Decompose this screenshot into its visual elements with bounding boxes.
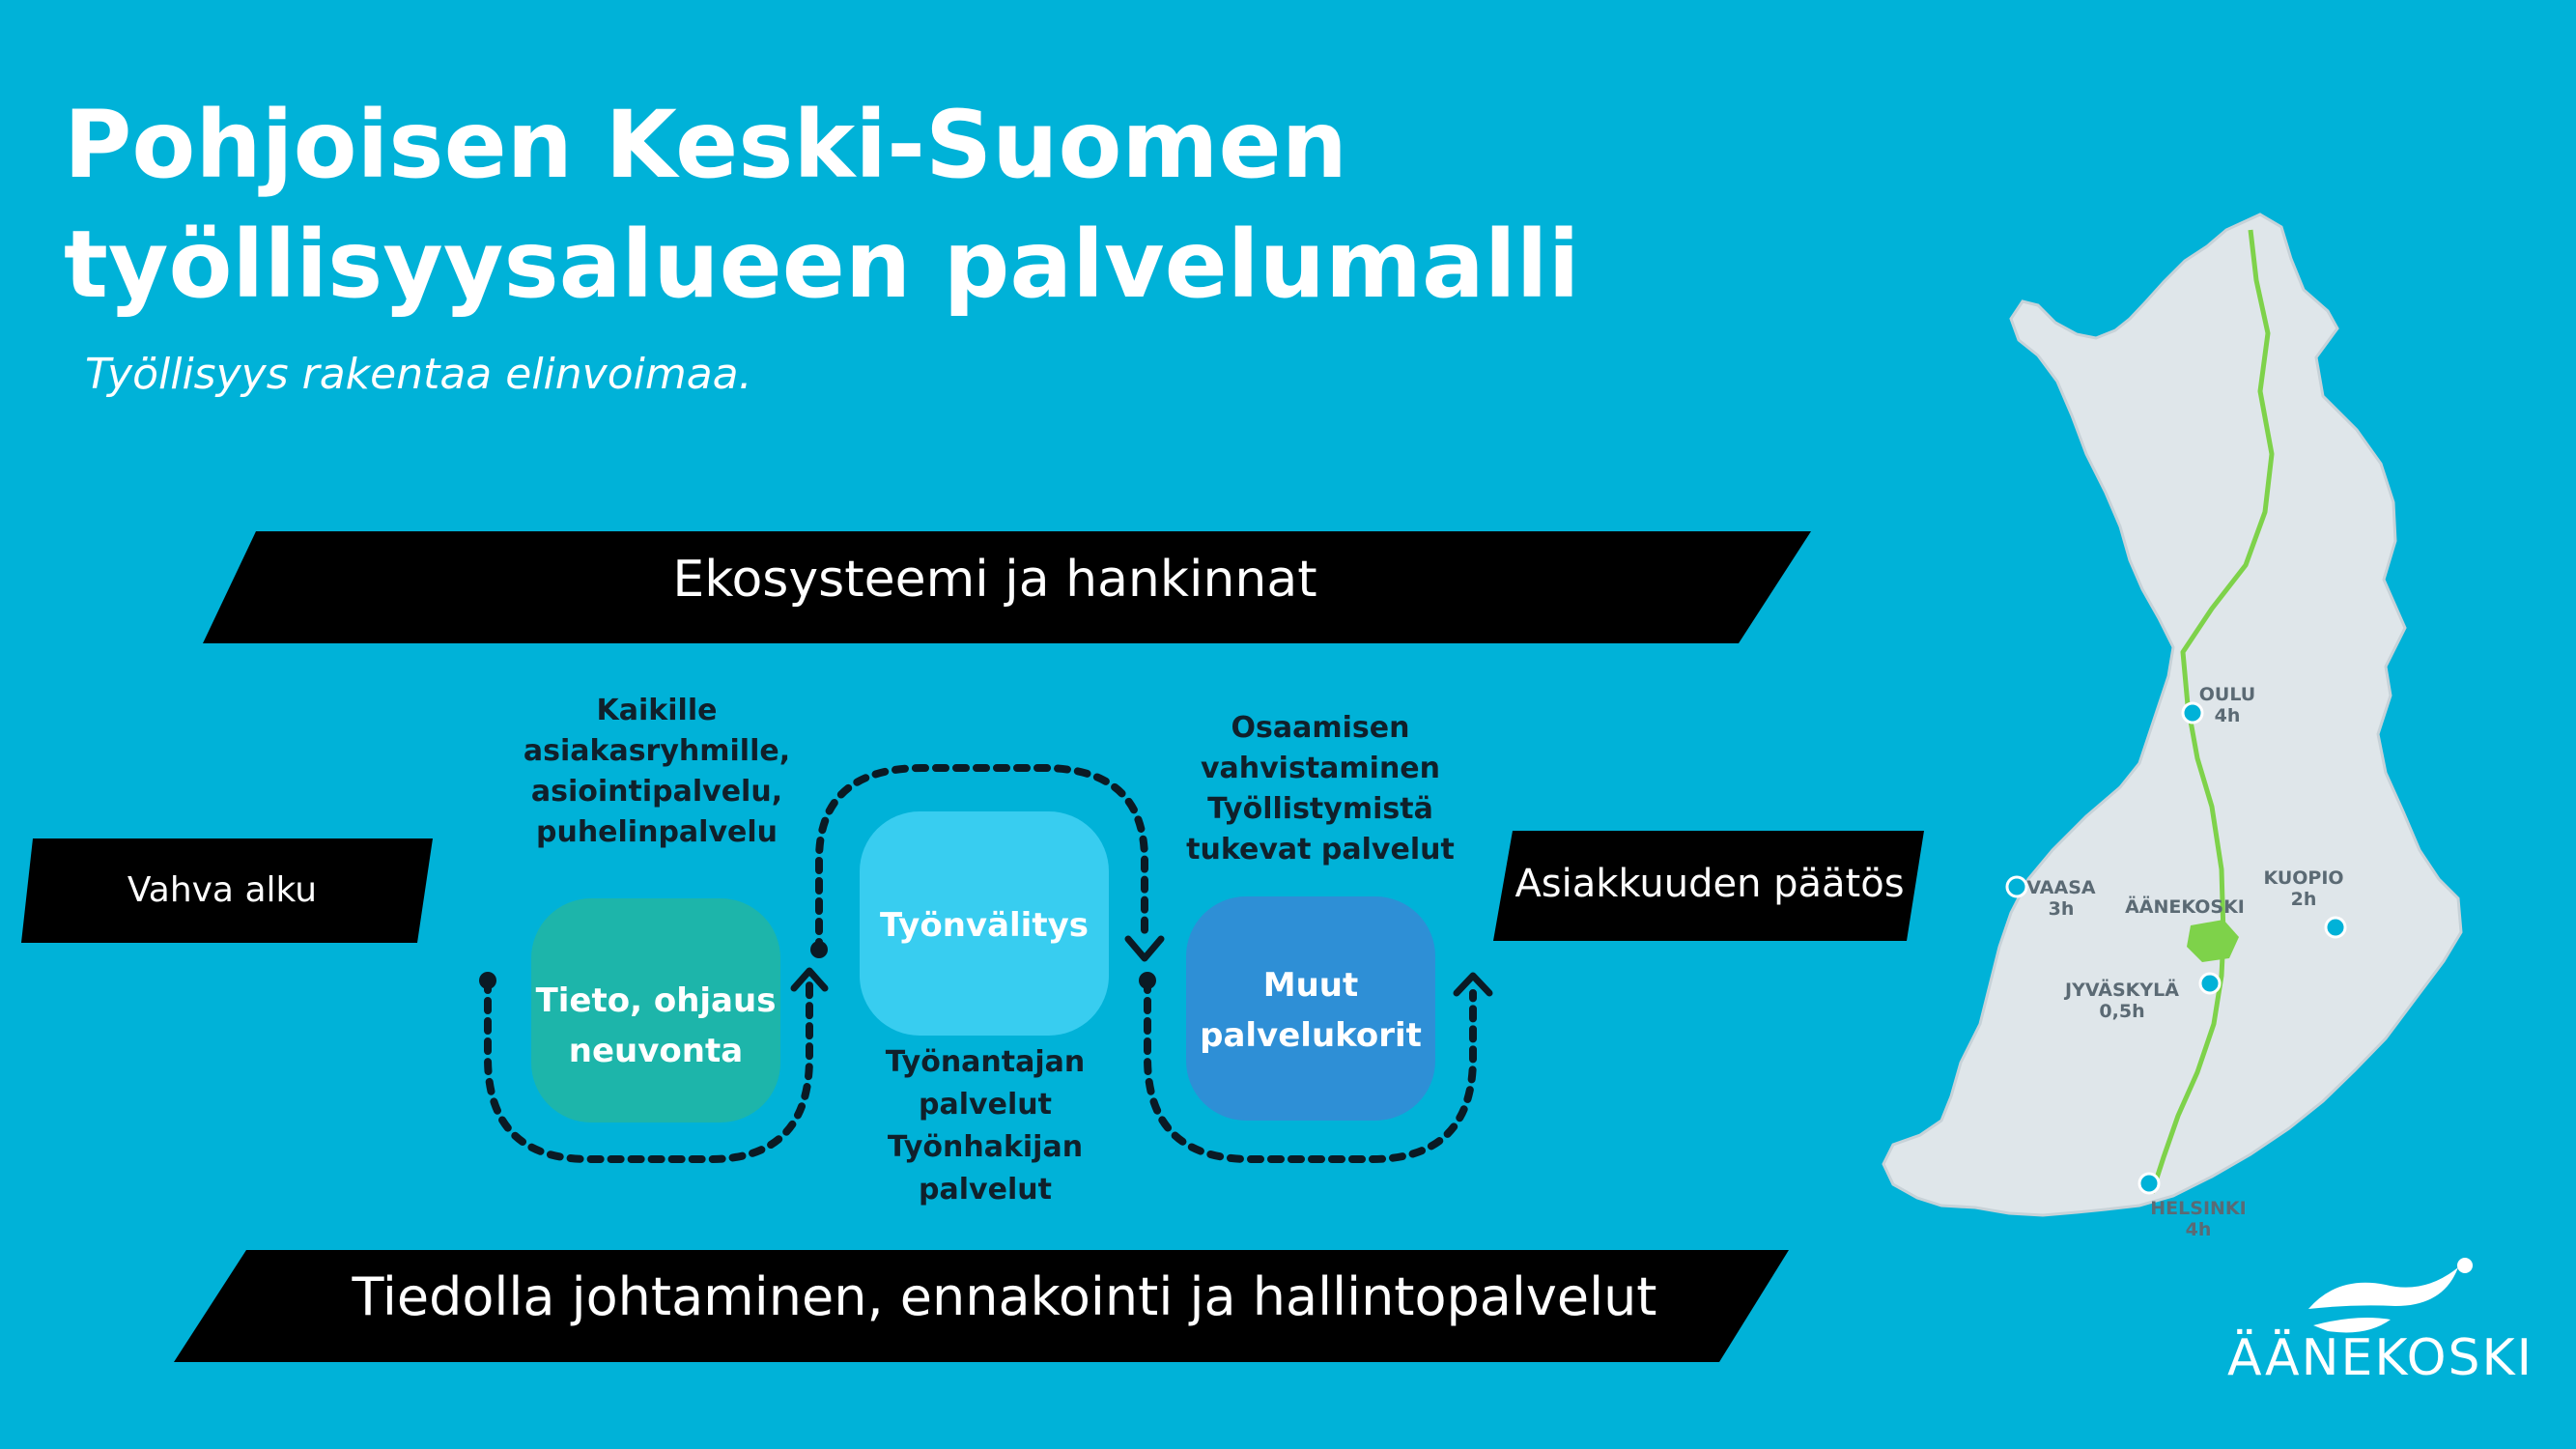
finland-map [1883, 214, 2461, 1215]
aanekoski-logo-text: ÄÄNEKOSKI [2227, 1329, 2534, 1387]
caption-tyonvalitys-line-3: Työnhakijan [887, 1130, 1084, 1164]
helsinki-dot [2139, 1174, 2159, 1193]
city-oulu-name: OULU [2198, 684, 2256, 705]
city-helsinki-time: 4h [2185, 1219, 2212, 1240]
city-kuopio-name: KUOPIO [2263, 867, 2344, 889]
city-aanekoski [2125, 896, 2245, 918]
top-banner-label: Ekosysteemi ja hankinnat [672, 551, 1317, 609]
caption-muut-line-1: Osaamisen [1231, 711, 1410, 745]
flow-arrow-down [1128, 939, 1161, 958]
caption-tieto-line-3: asiointipalvelu, [530, 775, 783, 809]
node-muut-line-2: palvelukorit [1200, 1016, 1422, 1055]
kuopio-dot [2326, 918, 2345, 937]
caption-tyonvalitys-line-2: palvelut [919, 1088, 1052, 1122]
caption-tyonvalitys [840, 1041, 1130, 1211]
vaasa-dot [2007, 877, 2026, 896]
node-tieto-line-1: Tieto, ohjaus [535, 981, 777, 1020]
city-kuopio-time: 2h [2290, 889, 2317, 910]
caption-tieto [512, 691, 802, 853]
node-tyonvalitys-line-1: Työnvälitys [880, 906, 1089, 945]
aanekoski-logo-mark [2308, 1258, 2473, 1333]
caption-tieto-line-2: asiakasryhmille, [523, 734, 791, 768]
flow-dot-mid-2 [1139, 972, 1156, 989]
city-helsinki-name: HELSINKI [2150, 1198, 2247, 1219]
city-jyvaskyla-time: 0,5h [2099, 1001, 2145, 1022]
city-vaasa [2024, 877, 2098, 920]
logo-dot [2457, 1258, 2473, 1273]
caption-tieto-line-4: puhelinpalvelu [535, 815, 778, 849]
caption-muut [1171, 708, 1470, 870]
caption-tyonvalitys-line-4: palvelut [919, 1173, 1052, 1207]
caption-muut-line-2: vahvistaminen [1200, 752, 1441, 785]
end-label: Asiakkuuden päätös [1514, 862, 1905, 906]
node-muut-label [1186, 960, 1435, 1061]
finland-land [1883, 214, 2461, 1215]
city-jyvaskyla-name: JYVÄSKYLÄ [2065, 980, 2179, 1001]
city-vaasa-time: 3h [2048, 898, 2075, 920]
city-vaasa-name: VAASA [2026, 877, 2096, 898]
node-tyonvalitys-label [860, 900, 1109, 951]
node-tieto-label [531, 976, 780, 1076]
flow-dot-mid-1 [810, 941, 828, 958]
city-oulu-time: 4h [2214, 705, 2241, 726]
logo-wave-top [2308, 1267, 2458, 1309]
flow-dot-start [479, 972, 496, 989]
caption-tyonvalitys-line-1: Työnantajan [885, 1045, 1086, 1079]
title-line-2: työllisyysalueen palvelumalli [64, 211, 1580, 319]
start-label: Vahva alku [127, 870, 318, 910]
caption-muut-line-3: Työllistymistä [1207, 792, 1433, 826]
caption-tieto-line-1: Kaikille [596, 694, 718, 727]
city-oulu [2194, 684, 2260, 726]
city-jyvaskyla [2057, 980, 2187, 1022]
city-aanekoski-name: ÄÄNEKOSKI [2125, 896, 2245, 918]
bottom-banner-label: Tiedolla johtaminen, ennakointi ja hallintopalvelut [352, 1266, 1657, 1327]
node-tieto-line-2: neuvonta [568, 1032, 744, 1070]
city-helsinki [2148, 1198, 2249, 1240]
node-muut-line-1: Muut [1262, 966, 1359, 1005]
jyvaskyla-dot [2200, 974, 2220, 993]
subtitle: Työllisyys rakentaa elinvoimaa. [85, 350, 752, 399]
title-line-1: Pohjoisen Keski-Suomen [64, 91, 1347, 199]
caption-muut-line-4: tukevat palvelut [1186, 833, 1455, 867]
city-kuopio [2260, 867, 2347, 910]
